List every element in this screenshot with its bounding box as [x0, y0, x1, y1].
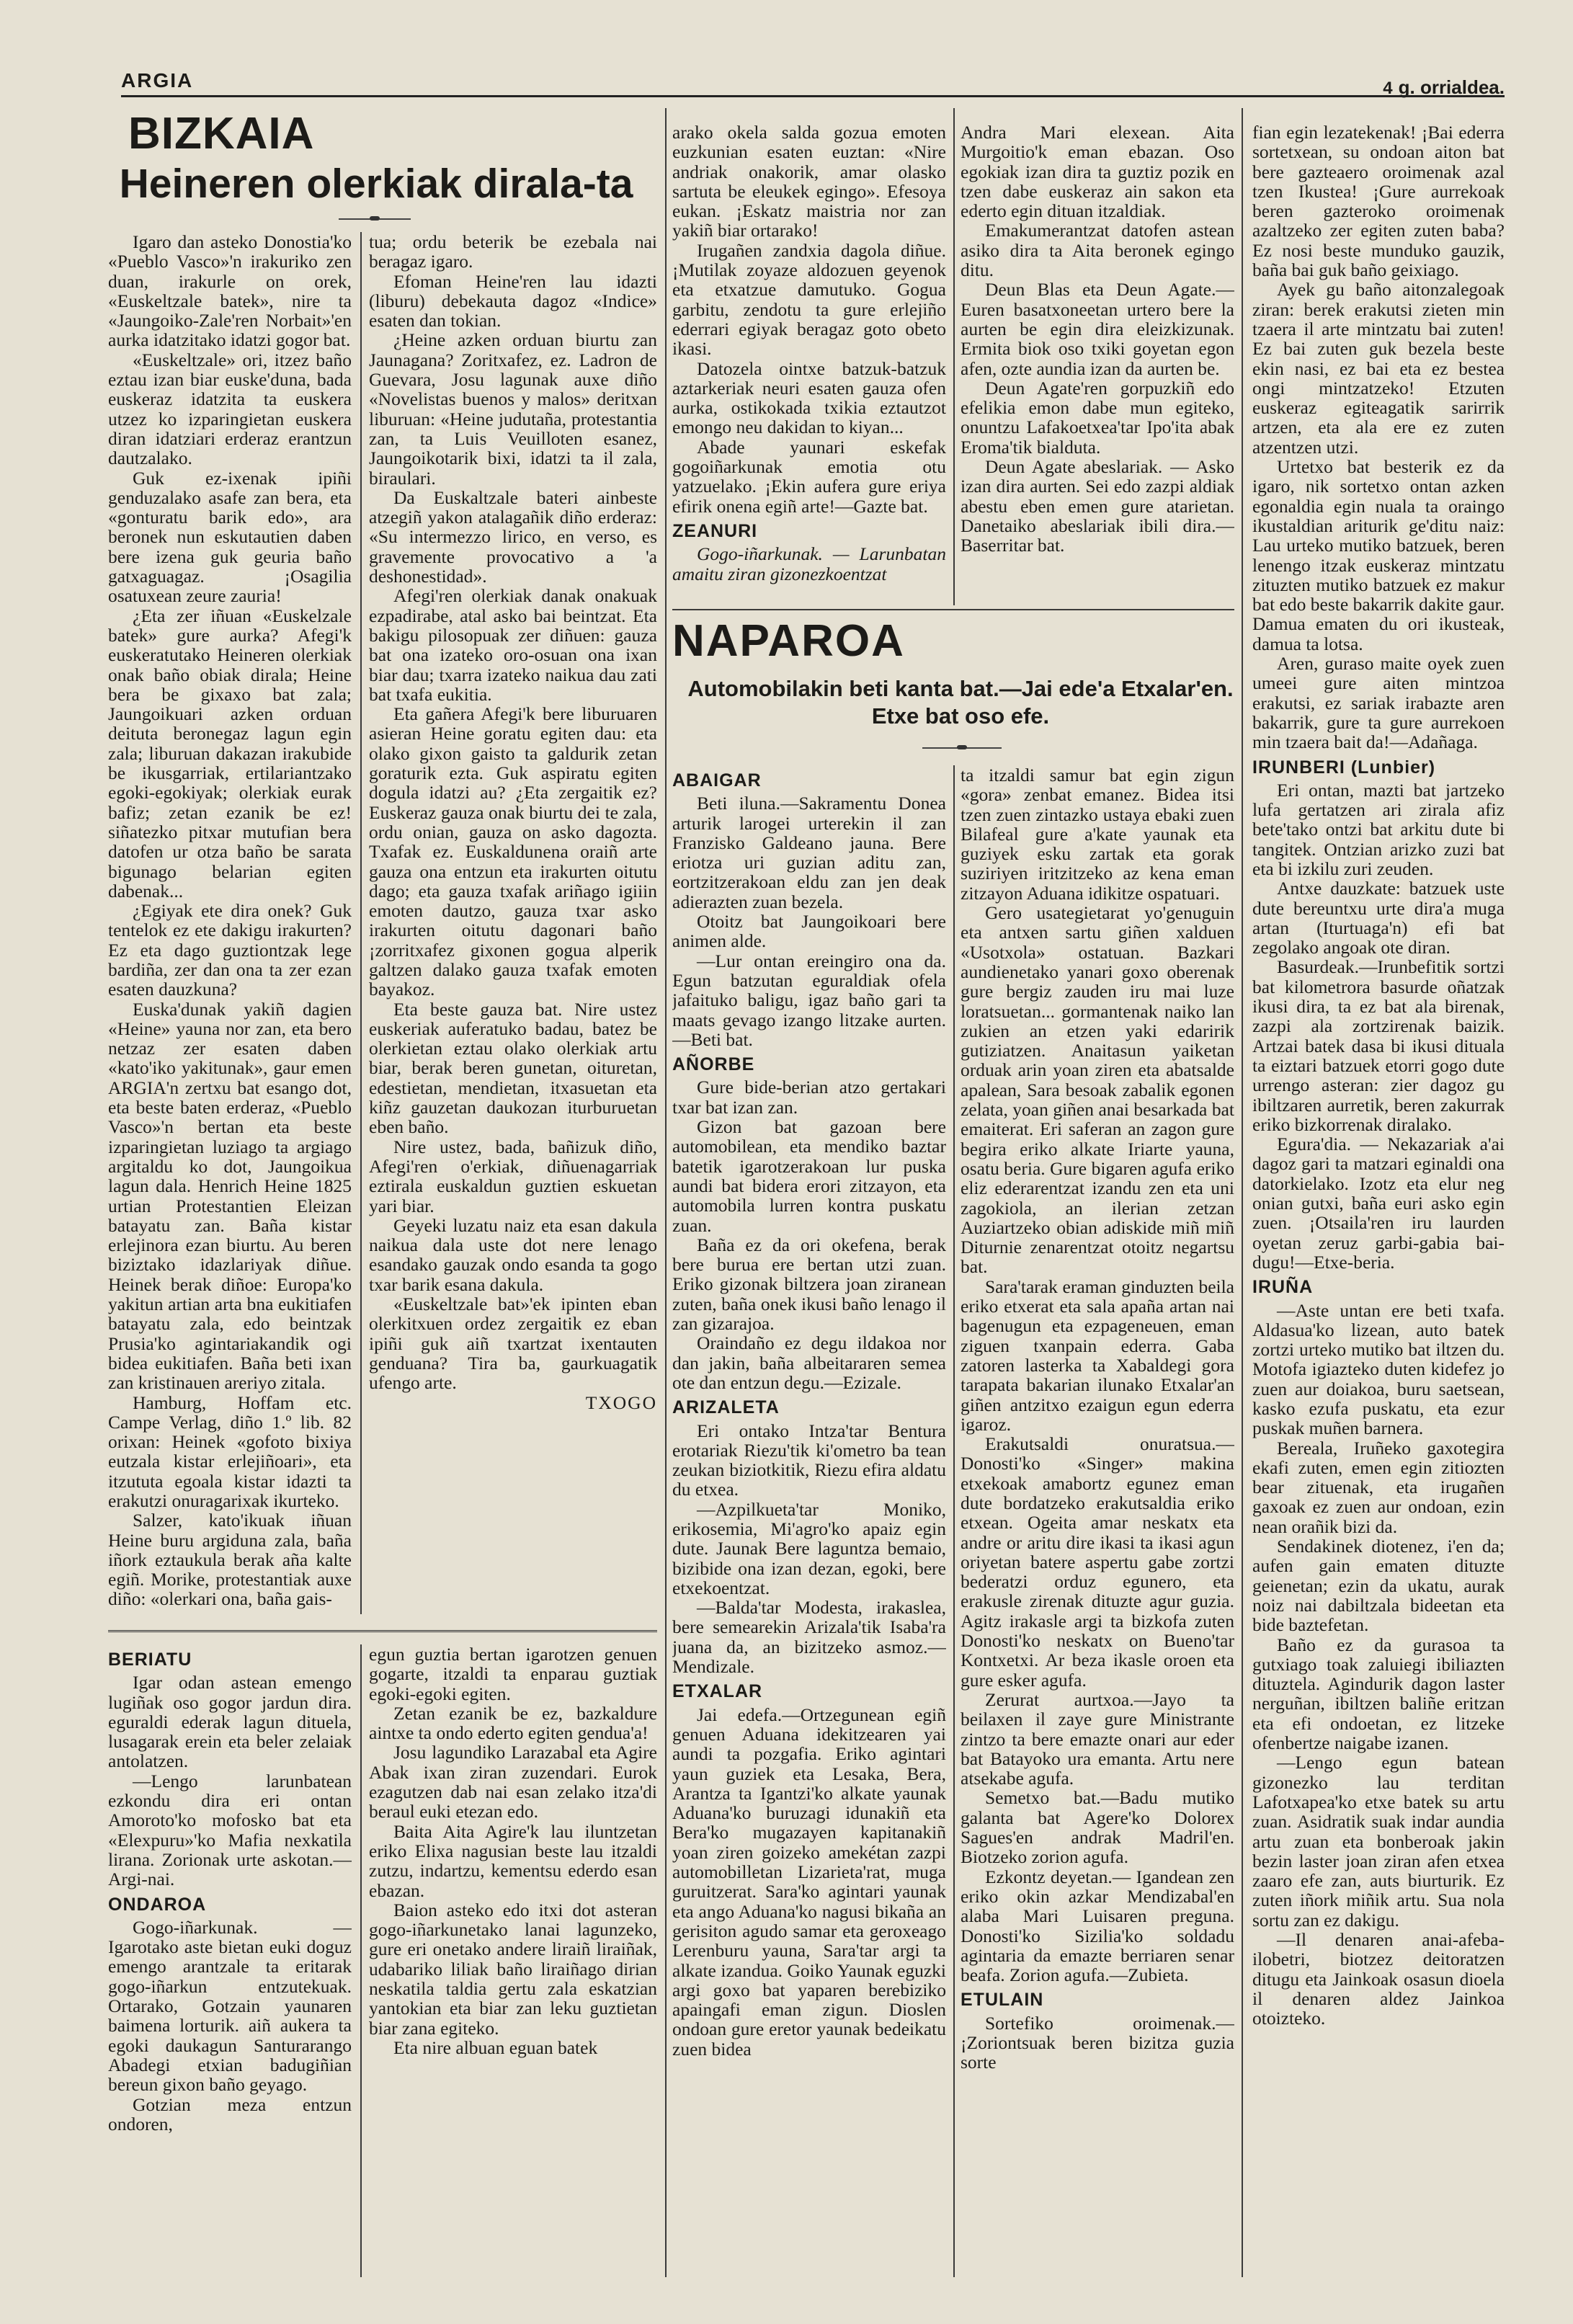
column-divider	[953, 765, 955, 2277]
paragraph: Zerurat aurtxoa.—Jayo ta beilaxen il zaye gure Ministrante zintzo ta bere emazte onari aur eder bat Batayoko ura emanta. Artu nere atsekabe agufa.	[961, 1688, 1234, 1789]
paragraph: Andra Mari elexean. Aita Murgoitio'k eman ebazan. Oso egokiak izan dira ta guztiz pozik en tzen dabe euskeraz ain sakon eta ederto egin dituan itzaldiak.	[961, 123, 1234, 222]
bottom-column-2	[369, 1644, 657, 2277]
paragraph: ¿Egiyak ete dira onek? Guk tentelok ez ete dakigu irakurten? Ez eta dago guztiontzak lege bardiña, zer dan ona ta zer ezan esaten dauzkuna?	[108, 900, 352, 1000]
paragraph: Eri ontako Intza'tar Bentura erotariak Riezu'tik ki'ometro ba tean zeukan biziotkitik, Riezu efira aldatu du etxea.	[672, 1420, 946, 1500]
paragraph: Datozela ointxe batzuk-batzuk aztarkeriak neuri esaten gauza ofen aurka, ostikokada txikia eztautzot emongo neu dakidan to kiyan...	[672, 357, 946, 438]
paragraph: Eta beste gauza bat. Nire ustez euskeriak auferatuko badau, batez be olerkietan eztau olako olerkiak artu biar, berak beren gunetan, oituretan, edestietan, mendietan, itxasuetan eta kiñz gauzetan daukozan iturburuetan eben baño.	[369, 998, 657, 1138]
paragraph: Gero usategietarat yo'genuguin eta antxen sartu giñen xalduen «Usotxola» ostatuan. Bazkari aundienetako yanari goxo oberenak gure bergiz zauden iru mai luze loratsuetan... gormantenak naiko lan zukien an etzen yaki edaririk gutiziatzen. Anaitasun yaiketan orduak arin yoan ziren eta abatsalde apalean, Sara besoak zabalik egonen zelata, yoan giñen anai besarkada bat emaiterat. Eri saferan an zagon gure begira eriko alkate Iriarte yauna, osatu beria. Gure bigaren agufa eriko eliz ederarentzat izandu zen eta uni zagokiola, an ilerian zetzan Auziartzeko obian adiskide miñ miñ Diturnie zenarentzat otoitz negartsu bat.	[961, 902, 1234, 1278]
paragraph: Eta nire albuan eguan batek	[393, 2036, 598, 2058]
paragraph: fian egin lezatekenak! ¡Bai ederra sortetxean, su ondoan aiton bat bere gazteaero oroimenak azal tzen Ikustea! ¡Gure aurrekoak beren gazteroko oroimenak azaltzeko zer egiten zuten baba? Ez nosi beste munduko gauzik, baña bai guk baño geixiago.	[1252, 123, 1505, 281]
paragraph: Egura'dia. — Nekazariak a'ai dagoz gari ta matzari eginaldi ona datorkielako. Izotz eta elur neg onian gutxi, baña euri asko egin zuen. ¡Otsaila'ren iru laurden oyetan zeruz garbi-gabia bai-dugu!—Etxe-beria.	[1252, 1134, 1505, 1273]
paragraph: egun guztia bertan igarotzen genuen gogarte, itzaldi ta enparau guztiak egoki-egoki egiten.	[369, 1644, 657, 1704]
article-title-heine: Heineren olerkiak dirala-ta	[119, 161, 633, 207]
section-head-irunberi: IRUNBERI (Lunbier)	[1252, 757, 1436, 778]
paragraph: Erakutsaldi onuratsua.—Donosti'ko «Singer» makina etxekoak amabortz egunez eman dute bordatzeko erakutsaldia eriko etxean. Ogeita amar neskatx eta andre or aritu dire ikasi ta ikasi agun oriyetan batere aspertu gabe zortzi bederatzi orduz egunero, eta erakusle zirenak dituzte agur guzia. Agitz irakasle argi ta bizkofa zuten Donosti'ko neskatx on Bueno'tar Kontxetxi. Ar beza ikasle oroen eta gure esker agufa.	[961, 1433, 1234, 1691]
column-4-bottom	[961, 765, 1234, 2277]
paragraph: —Balda'tar Modesta, irakaslea, bere semearekin Arizala'tik Isaba'ra juana da, an bizitzeko asmoz.—Mendizale.	[672, 1597, 946, 1678]
newspaper-name: ARGIA	[121, 69, 194, 92]
section-head-abaigar: ABAIGAR	[672, 770, 762, 791]
paragraph: Gogo-iñarkunak. — Igarotako aste bietan euki doguz emengo arantzale ta eritarak gogo-iñarkun entzutekuak. Ortarako, Gotzain yaunaren baimena lorturik. aiñ aukera ta egoki daukagun Santurarango Abadegi etxian badugiñian bereun gixon baño geyago.	[108, 1916, 352, 2096]
section-rule	[108, 1630, 657, 1632]
paragraph: Hamburg, Hoffam etc. Campe Verlag, diño 1.º lib. 82 orixan: Heinek «gofoto bixiya eutzala kistar erlejiñoari», eta itzututa egoala kistar idazti ta erakutzi onuragarixak ikurteko.	[108, 1392, 352, 1511]
column-divider	[360, 232, 362, 1614]
paragraph: Salzer, kato'ikuak iñuan Heine buru argiduna zala, baña iñork eztaukula berak aña kalte egiñ. Morike, protestantiak auxe diño: «olerkari ona, baña gais-	[108, 1510, 352, 1610]
paragraph: Gure bide-berian atzo gertakari txar bat izan zan.	[672, 1077, 946, 1118]
paragraph: Beti iluna.—Sakramentu Donea arturik larogei urterekin il zan Franzisko Galdeano jauna. Bere eriotza uri guzian aditu zan, eortzitzerakoan eldu zan jen deak adierazten zuan bezela.	[672, 793, 946, 912]
column-3-bottom	[672, 765, 946, 2277]
column-divider	[953, 108, 955, 605]
section-head-ondaroa: ONDAROA	[108, 1894, 207, 1915]
paragraph: Baita Aita Agire'k lau iluntzetan eriko Elixa nagusian beste lau itzaldi zutzu, indartzu, kementsu ederdo esan ebazan.	[369, 1820, 657, 1901]
paragraph: «Euskeltzale» ori, itzez baño eztau izan biar euske'duna, bada euskeraz idatzita ta euskera utzez ko izparingietan euskera diran idatziari erderaz erantzun dautzalako.	[108, 349, 352, 469]
paragraph: Antxe dauzkate: batzuek uste dute bereuntxu urte dira'a muga artan (Iturtuaga'n) efi bat zegolako angoak ote diran.	[1252, 878, 1505, 958]
column-4-top	[961, 123, 1234, 604]
column-divider	[360, 1644, 362, 2277]
paragraph: Eta gañera Afegi'k bere liburuaren asieran Heine goratu egiten dau: eta olako gixon gaisto ta galdurik zetan goraturik ezta. Guk aspiratu egiten dogula idatzi au? ¿Eta zergaitik ez? Euskeraz gauza onak biurtu dei te zala, ordu onian, gauza on asko dagozta. Txafak ez. Euskaldunena oraiñ arte gauza ona entzun eta irakurten oitutu dago; eta gauza txafak ariñago igiiin emoten dautzo, gauza txar asko irakurten oitutu dagonari baño ¡zorritxafez gixonen gogua alperik galtzen dalako gauza txafak emoten bayakoz.	[369, 703, 657, 1000]
paragraph: Josu lagundiko Larazabal eta Agire Abak ixan ziran zuzendari. Eurok ezagutzen dab nai esan zelako itza'di beraul euki etezan edo.	[369, 1742, 657, 1822]
paragraph: Nire ustez, bada, bañizuk diño, Afegi'ren o'erkiak, diñuenagarriak eztirala euskaldun guztien eskuetan yari biar.	[369, 1136, 657, 1216]
paragraph: Ayek gu baño aitonzalegoak ziran: berek erakutsi zieten min tzaera il arte mintzatu bai zuten! Ez bai zuten guk bezela beste ekin nasi, ez bai eta ez bestea ongi mintzatzeko! Etzuten euskeraz egiteagatik sarirrik artzen, eta ala ere ez zuten atzentzen utzi.	[1252, 279, 1505, 458]
paragraph: —Lengo egun batean gizonezko lau terditan Lafotxapea'ko etxe batek su artu zuan. Asidratik suak indar aundia artu zuan eta bonberoak jakin bezin laster joan ziran afen etxea zaaro efe zan, auts biurturik. Ez zuten iñork miñik artu. Sua nola sortu zan ez dakigu.	[1252, 1752, 1505, 1931]
paragraph: Baña ez da ori okefena, berak bere burua ere bertan utzi zuan. Eriko gizonak biltzera joan ziranean zuten, baña onek ikusi baño lenago il zan gizarajoa.	[672, 1234, 946, 1335]
paragraph: —Lengo larunbatean ezkondu dira eri ontan Amoroto'ko mofosko bat eta «Elexpuru»'ko Mafia nexkatila lirana. Zorionak urte askotan.—Argi-nai.	[108, 1770, 352, 1890]
paragraph: Baño ez da gurasoa ta gutxiago toak zaluiegi ibiliazten dituztela. Agindurik dagon laster nerguñan, ibiltzen baliñe eritzan eta efi ondoetan, ez litzeke ofenbertze naigabe izanen.	[1252, 1634, 1505, 1754]
paragraph: Igar odan astean emengo lugiñak oso gogor jardun dira. eguraldi ederak lagun dituela, lusagarak erein eta beler zelaiak antolatzen.	[108, 1672, 352, 1772]
paragraph: «Euskeltzale bat»'ek ipinten eban olerkitxuen ordez zergaitik ez eban ipiñi guk aiñ txartzat ixentauten genduana? Tira ba, gaurkuagatik ufengo arte.	[369, 1294, 657, 1394]
section-head-zeanuri: ZEANURI	[672, 520, 758, 541]
paragraph: Aren, guraso maite oyek zuen umeei gure aiten mintzoa erakutsi, ez sariak irabazte aren bakarrik, gure ta gure aurrekoen min tzaera bait da!—Adañaga.	[1252, 653, 1505, 753]
column-3-top	[672, 123, 946, 604]
paragraph: Sortefiko oroimenak.—¡Zoriontsuak beren bizitza guzia sorte	[961, 2012, 1234, 2073]
article-signature: TXOGO	[585, 1392, 657, 1413]
header-rule	[121, 95, 1505, 97]
page-label: g. orrialdea.	[1398, 76, 1505, 98]
section-head-etxalar: ETXALAR	[672, 1681, 763, 1702]
paragraph: Oraindaño ez degu ildakoa nor dan jakin, baña albeitararen semea ote dan entzun degu.—Ezizale.	[672, 1332, 946, 1393]
section-rule	[672, 609, 1234, 610]
paragraph: —Lur ontan ereingiro ona da. Egun batzutan eguraldiak ofela jafaituko baligu, igaz baño gari ta maats gevago izango litzake aurten.—Beti bat.	[672, 950, 946, 1050]
title-ornament-dot	[370, 216, 380, 221]
section-title-naparoa: NAPAROA	[672, 616, 905, 666]
paragraph: Jai edefa.—Ortzegunean egiñ genuen Aduana idekitzearen yai aundi ta pozgafia. Eriko agintari yaun guziek eta Lesaka, Bera, Arantza ta Igantzi'ko alkate yaunak Aduana'ko buruzagi idunakiñ eta Bera'ko mugazayen kapitanakiñ yoan ziren goizeko amekétan zazpi automobilletan Lizarieta'rat, muga guruitzerat. Sara'ko agintari yaunak eta ango Aduana'ko nagusi bikaña an gerisiton agudo samar eta geroxeago Lerenburu yauna, Sara'tar argi ta alkate izandua. Goiko Yaunak eguzki argi goxo bat yaparen berebiziko apaingafi eman zigun. Dioslen ondoan gure eretor yaunak bedeikatu zuen bidea	[672, 1704, 946, 2060]
paragraph: Guk ez-ixenak ipiñi genduzalako asafe zan bera, eta «gonturatu barik edo», ara beronek nun eskutautien daben bere izena guk geuria baño gatxaguagaz. ¡Osagilia osatuxean zeure zauria!	[108, 467, 352, 607]
paragraph: arako okela salda gozua emoten euzkunian esaten euztan: «Nire andriak onakorik, amar olasko sartuta be eleukek egingo». Efesoya eukan. ¡Eskatz maistria nor zan yakiñ biar ortarako!	[672, 123, 946, 241]
paragraph: Gizon bat gazoan bere automobilean, eta mendiko baztar batetik igarotzerakoan lur puska aundi bat bidera erori zitzayon, eta automobila lurren kontra puskatu zuan.	[672, 1116, 946, 1236]
paragraph: Igaro dan asteko Donostia'ko «Pueblo Vasco»'n irakuriko zen duan, irakurle on orek, «Euskeltzale batek», nire ta «Jaungoiko-Zale'ren Norbait»'en aurka idatzitako idatzi gogor bat.	[108, 232, 352, 351]
paragraph: Deun Agate abeslariak. — Asko izan dira aurten. Sei edo zazpi aldiak abestu eben emen gure atarietan. Danetaiko abeslariak ibili dira.—Baserritar bat.	[961, 456, 1234, 556]
paragraph: Semetxo bat.—Badu mutiko galanta bat Agere'ko Dolorex Sagues'en andrak Madril'en. Biotzeko zorion agufa.	[961, 1787, 1234, 1868]
paragraph: ¿Heine azken orduan biurtu zan Jaunagana? Zoritxafez, ez. Ladron de Guevara, Josu lagunak auxe diño «Novelistas buenos y malos» deritxan liburuan: «Heine judutaña, protestantia zan, ta Luis Veuilloten esanez, Jaungoikotarik bixi, idatzi ta il zala, biraulari.	[369, 329, 657, 489]
section-head-beriatu: BERIATU	[108, 1649, 192, 1670]
page-number: 4	[1383, 79, 1393, 98]
paragraph: Urtetxo bat besterik ez da igaro, nik sortetxo ontan azken egonaldia egin nuala ta oraingo ikustaldian ariturik ge'ditu naiz: Lau urteko mutiko batzuek, beren lenengo itzak euskeraz mintzatu zituzten mutiko batzuek ez makur bat edo beste bakarrik dakite gaur. Damua ematen du ori ikusteak, damua ta lotsa.	[1252, 456, 1505, 654]
paragraph: Gogo-iñarkunak. — Larunbatan amaitu ziran gizonezkoentzat	[672, 543, 946, 584]
paragraph: Geyeki luzatu naiz eta esan dakula naikua dala uste dot nere lenago esandako gauzak ondo esanda ta gogo txar barik esana dakula.	[369, 1214, 657, 1295]
paragraph: Abade yaunari eskefak gogoiñarkunak emotia otu yatzuelako. ¡Ekin aufera gure eriya efirik onena egiñ arte!—Gazte bat.	[672, 436, 946, 517]
paragraph: Eri ontan, mazti bat jartzeko lufa gertatzen ari zirala afiz bete'tako ontzi bat arkitu dute bi tangitek. Ontzian arizko zuzi bat eta bi izkilu zuri zeuden.	[1252, 779, 1505, 879]
paragraph: Irugañen zandxia dagola diñue. ¡Mutilak zoyaze aldozuen geyenok eta etxatzue damutuko. Gogua garbitu, zendotu ta gure erlejiño ederrari egiyak beragaz goto obeto ikasi.	[672, 239, 946, 360]
paragraph: Sara'tarak eraman ginduzten beila eriko etxerat eta sala apaña artan nai bagenugun eta ezpageneuen, eman ziguen txanpain ederra. Gaba zatoren lasterka ta Xabaldegi gora tarapata bakarian ilunako Etxalar'an giñen antzitxo ezaigun egun ederra igaroz.	[961, 1275, 1234, 1435]
bizkaia-column-1	[108, 232, 352, 1614]
paragraph: Efoman Heine'ren lau idazti (liburu) debekauta dagoz «Indice» esaten dan tokian.	[369, 270, 657, 331]
paragraph: —Azpilkueta'tar Moniko, erikosemia, Mi'agro'ko apaiz egin dute. Jaunak Bere laguntza bemaio, bizibide ona izan dezan, egoki, bere etxekoentzat.	[672, 1498, 946, 1598]
paragraph: Baion asteko edo itxi dot asteran gogo-iñarkunetako lanai lagunzeko, gure eri onetako andere liraiñ liraiñak, udabariko liliak baño liraiñago dirian neskatila taldia gertu zala eskatzian yantokian eta biar zan leku guztietan biar zana egiteko.	[369, 1899, 657, 2039]
naparoa-subheading-2: Etxe bat oso efe.	[871, 703, 1050, 729]
paragraph: ¿Eta zer iñuan «Euskelzale batek» gure aurka? Afegi'k euskeratutako Heineren olerkiak onak baño obiak dirala; Heine bera be gixaxo bat zala; Jaungoikuari azken orduan deituta beronegaz lagun egin zala; liburuan dakazan irakubide be ikusgarriak, ertilariantzako egoki-egokiyak; olerkiak eurak bafiz; zetan ezanik be ez! siñatezko pitxar mutufian bera datofen ur otza baño be sarata bigunago belarian egiten dabenak...	[108, 605, 352, 901]
section-title-bizkaia: BIZKAIA	[128, 109, 315, 159]
paragraph: Otoitz bat Jaungoikoari bere animen alde.	[672, 911, 946, 952]
subheading-ornament-dot	[957, 745, 967, 749]
column-5	[1252, 123, 1505, 2277]
column-divider	[1242, 108, 1243, 2277]
paragraph: Ezkontz deyetan.— Igandean zen eriko okin azkar Mendizabal'en alaba Mari Luisaren preguna. Donosti'ko Sizilia'ko soldadu agintaria da emazte berriaren senar beafa. Zorion agufa.—Zubieta.	[961, 1866, 1234, 1986]
paragraph: Da Euskaltzale bateri ainbeste atzegiñ yakon atalagañik diño erderaz: «Su intermezzo lirico, en verso, es gravemente provocativo a 'a deshonestidad».	[369, 486, 657, 587]
section-head-aorbe: AÑORBE	[672, 1054, 755, 1075]
paragraph: Sendakinek diotenez, i'en da; aufen gain ematen dituzte geienetan; ezin da ukatu, aurak noiz nai dabiltzala bideetan eta bide baztefetan.	[1252, 1536, 1505, 1636]
paragraph: Zetan ezanik be ez, bazkaldure aintxe ta ondo ederto egiten gendua'a!	[369, 1702, 657, 1744]
section-head-iruna: IRUÑA	[1252, 1277, 1314, 1298]
paragraph: Deun Blas eta Deun Agate.— Euren basatxoneetan urtero bere la aurten be egin dira eleizkizunak. Ermita biok oso txiki goyetan egon afen, ozte aundia izan da aurten be.	[961, 279, 1234, 379]
bizkaia-column-2	[369, 232, 657, 1614]
paragraph: Basurdeak.—Irunbefitik sortzi bat kilometrora basurde oñatzak ikusi dira, ta ez bat ala birenak, zazpi ala zortzirenak baizik. Artzai batek dasa bi ikusi dituala ta eiztari batzuek etorri gogo dute urrengo asteran: zier dagoz gu ibiltzaren aurretik, beren zakurrak eriko bizkorrenak diralako.	[1252, 956, 1505, 1135]
paragraph: ta itzaldi samur bat egin zigun «gora» zenbat emanez. Bidea itsi tzen zuen zintazko ustaya ebaki zuen Bilafeal gure a'kate yaunak eta guziyek esku zartak eta gorak suziriyen iritzitzeko az kena eman zitzayon Aduana idikitze ospatuari.	[961, 765, 1234, 904]
section-head-etulain: ETULAIN	[961, 1990, 1044, 2011]
paragraph: Afegi'ren olerkiak danak onakuak ezpadirabe, atal asko bai beintzat. Eta bakigu pilosopuak zer diñuen: gauza bat ona izateko oro-osuan ona ixan biar dau; txarra izateko naikua dau zati bat txafa eukitia.	[369, 585, 657, 705]
paragraph: —Aste untan ere beti txafa. Aldasua'ko lizean, auto batek zortzi urteko mutiko bat iltzen du. Motofa igiazteko duten kidefez jo zuen aur doiakoa, buru saetsean, kasko ezufa puskatu, eta ezur puskak muñen barnera.	[1252, 1299, 1505, 1439]
column-divider	[665, 108, 667, 2277]
bottom-column-1	[108, 1644, 352, 2277]
paragraph: Bereala, Iruñeko gaxotegira ekafi zuten, emen egin zitiozten bear zituenak, eta irugañen gaxoak ez zuen aur ondoan, ezin nean orañik bizi da.	[1252, 1437, 1505, 1537]
paragraph: Emakumerantzat datofen astean asiko dira ta Aita beronek egingo ditu.	[961, 220, 1234, 281]
paragraph: Euska'dunak yakiñ dagien «Heine» yauna nor zan, eta bero netzaz zer esaten daben «kato'iko yakitunak», gaur emen ARGIA'n zertxu bat esango dot, eta beste baten erderaz, «Pueblo Vasco»'n bertan eta beste izparingietan luziago ta argiago argitaldu ko dot, Jaungoikua lagun dala. Henrich Heine 1825 urtian Protestantien Eleizan batayatu zan. Baña kistar erlejinora ezan biurtu. Au beren biziztako idazlariyak diñue. Heinek berak diñoe: Europa'ko yakitun artian arta bna eukitiafen batayatu zala, edo beintzak Prusia'ko agintariakandik ogi bidea eukitiafen. Baña beti ixan zan kristinauen areriyo zitala.	[108, 998, 352, 1394]
naparoa-subheading-1: Automobilakin beti kanta bat.—Jai ede'a Etxalar'en.	[687, 676, 1234, 701]
page-header	[121, 63, 1505, 107]
paragraph: —Il denaren anai-afeba-ilobetri, biotzez deitoratzen ditugu eta Jainkoak osasun dioela il denaren aldez Jainkoa otoizteko.	[1252, 1929, 1505, 2029]
section-head-arizaleta: ARIZALETA	[672, 1397, 780, 1418]
paragraph: Deun Agate'ren gorpuzkiñ edo efelikia emon dabe mun egiteko, onuntzu Lafakoetxea'tar Ipo'ita abak Eroma'tik bialduta.	[961, 377, 1234, 458]
paragraph: Gotzian meza entzun ondoren,	[108, 2093, 352, 2134]
paragraph: tua; ordu beterik be ezebala nai beragaz igaro.	[369, 232, 657, 272]
